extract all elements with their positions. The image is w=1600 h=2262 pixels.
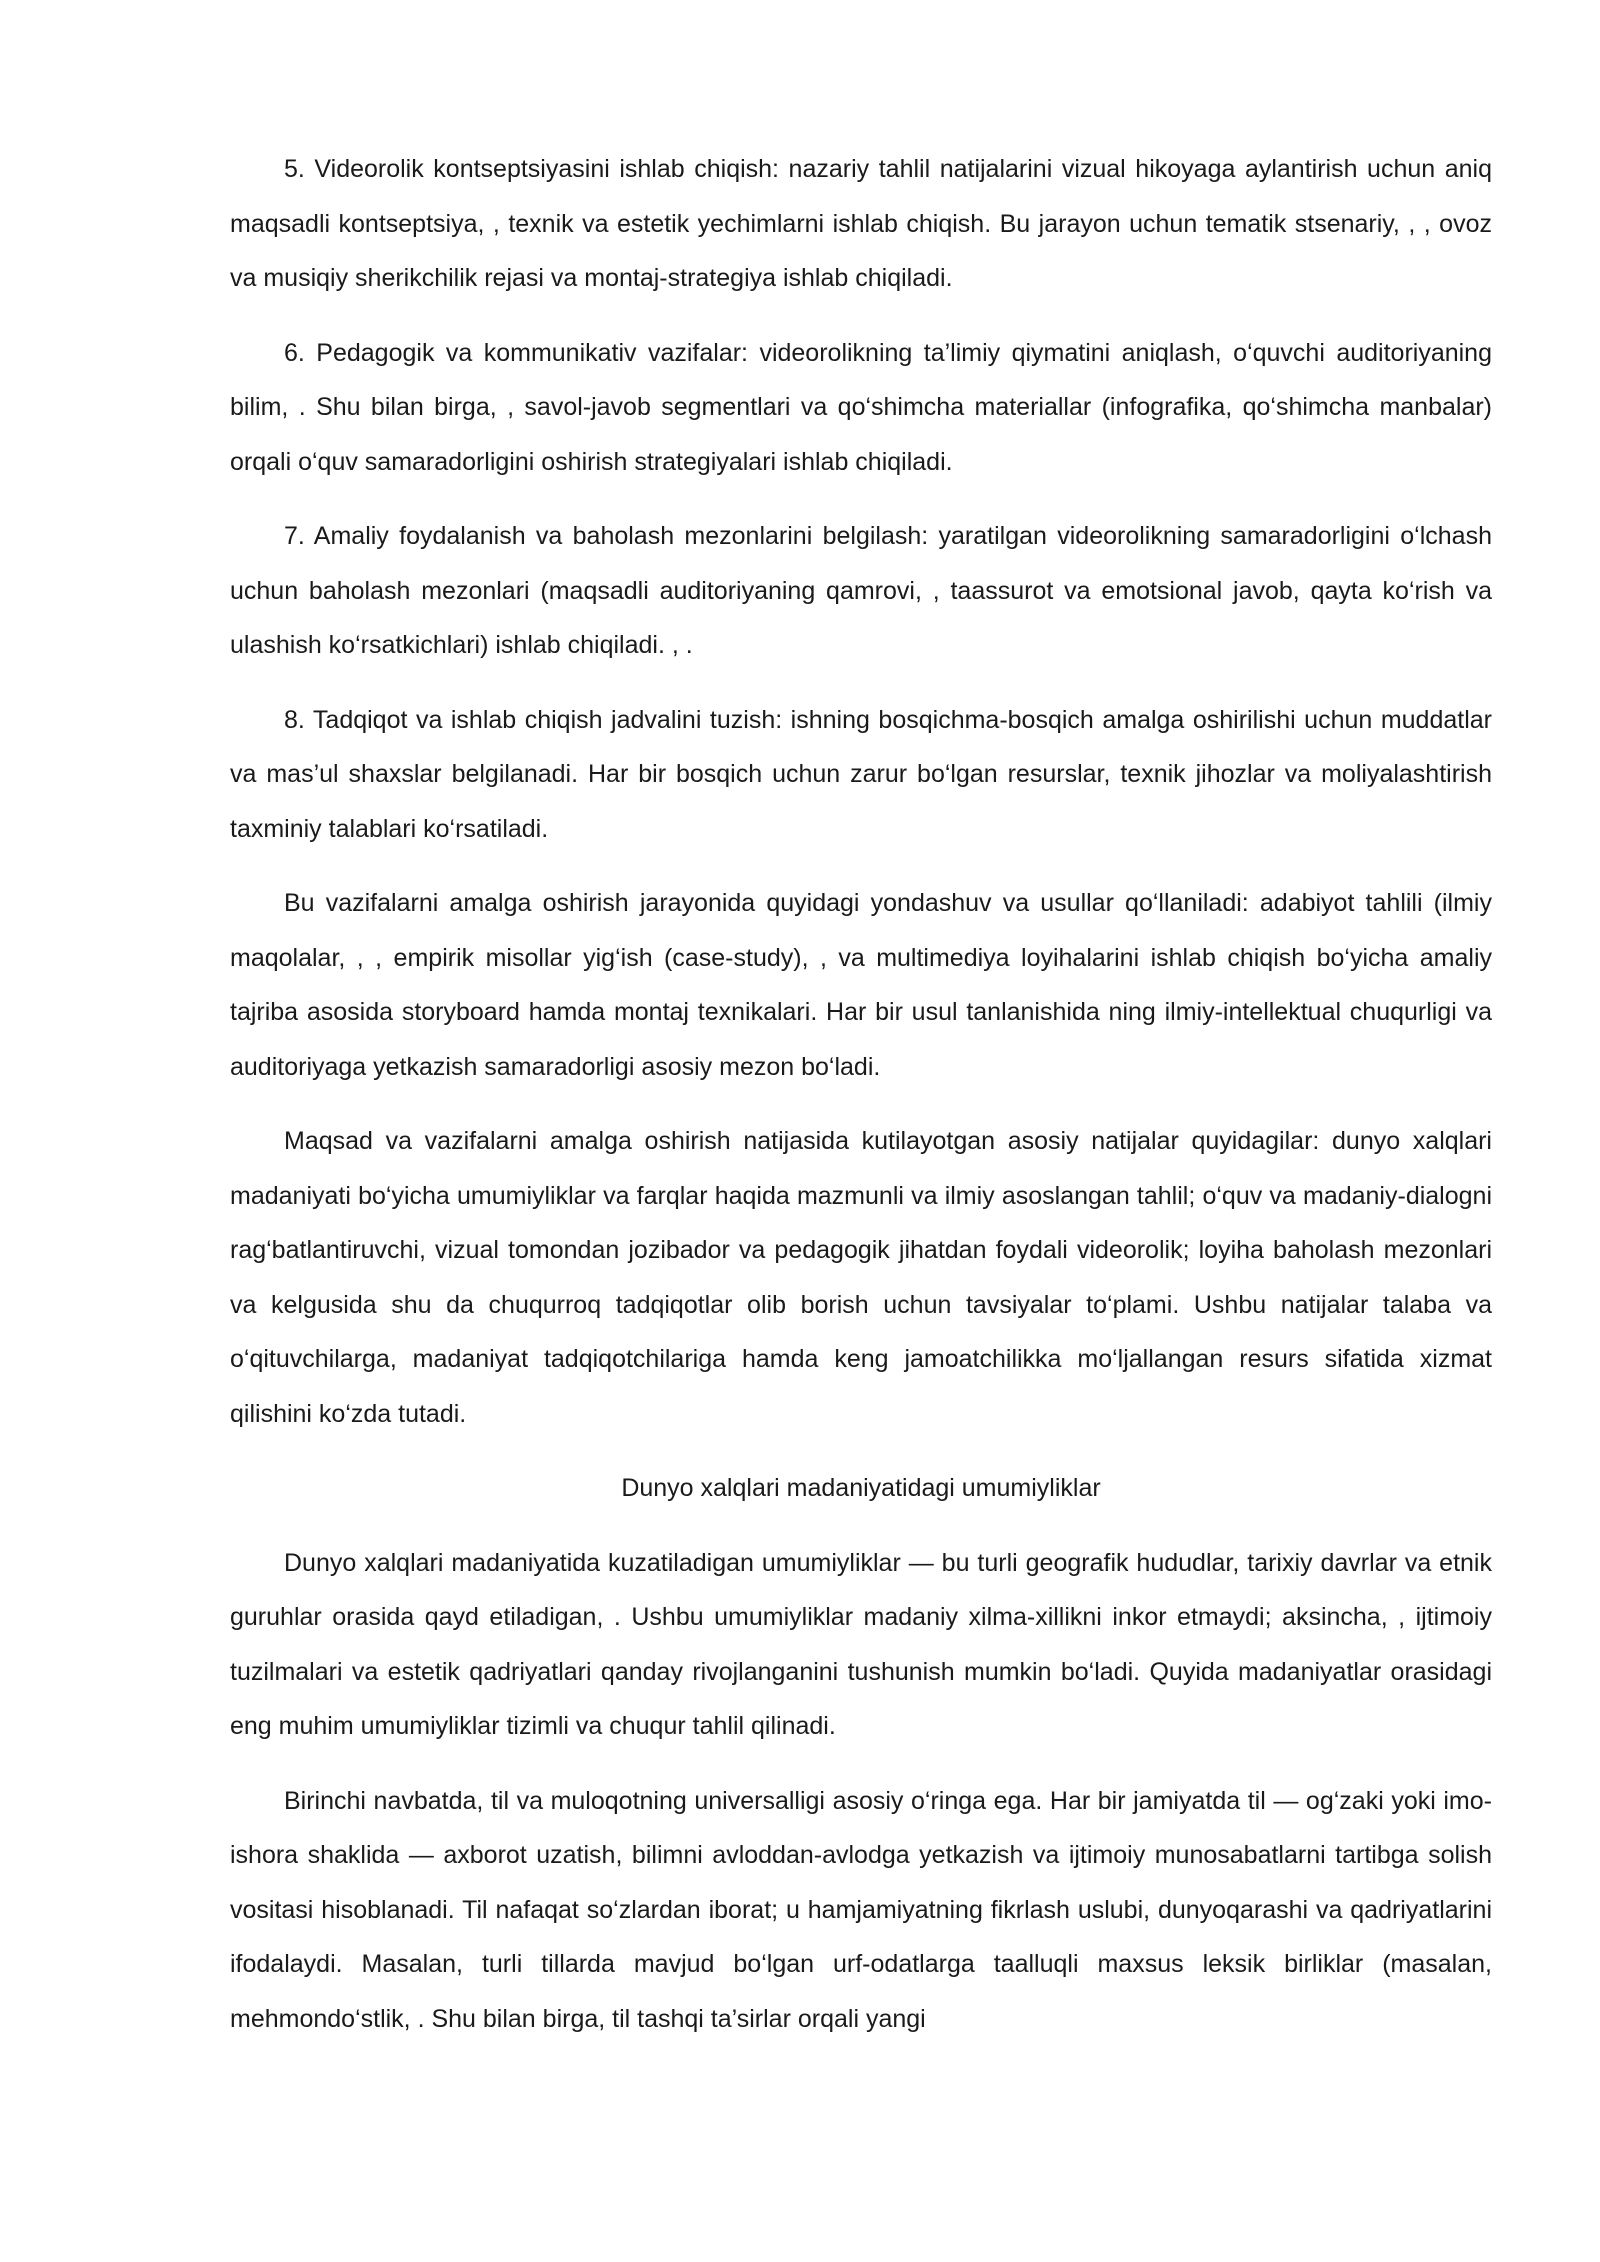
document-page [230,142,1492,2066]
section-paragraph-language: Birinchi navbatda, til va muloqotning universalligi asosiy o‘ringa ega. Har bir jamiyatda til — og‘zaki yoki imo-ishora shaklida — axborot uzatish, bilimni avloddan-avlodga yetkazish va ijtimoiy munosabatlarni tartibga solish vositasi hisoblanadi. Til nafaqat so‘zlardan iborat; u hamjamiyatning fikrlash uslubi, dunyoqarashi va qadriyatlarini ifodalaydi. Masalan, turli tillarda mavjud bo‘lgan urf-odatlarga taalluqli maxsus leksik birliklar (masalan, mehmondo‘stlik, . Shu bilan birga, til tashqi ta’sirlar orqali yangi [230,1786,1492,2033]
paragraph-item-5: 5. Videorolik kontseptsiyasini ishlab chiqish: nazariy tahlil natijalarini vizual hikoyaga aylantirish uchun aniq maqsadli kontseptsiya, , texnik va estetik yechimlarni ishlab chiqish. Bu jarayon uchun tematik stsenariy, , , ovoz va musiqiy sherikchilik rejasi va montaj-strategiya ishlab chiqiladi. [230,155,1492,292]
section-paragraph-intro: Dunyo xalqlari madaniyatida kuzatiladigan umumiyliklar — bu turli geografik hududlar, tarixiy davrlar va etnik guruhlar orasida qayd etiladigan, . Ushbu umumiyliklar madaniy xilma-xillikni inkor etmaydi; aksincha, , ijtimoiy tuzilmalari va estetik qadriyatlari qanday rivojlanganini tushunish mumkin bo‘ladi. Quyida madaniyatlar orasidagi eng muhim umumiyliklar tizimli va chuqur tahlil qilinadi. [230,1548,1492,1740]
paragraph-expected-results: Maqsad va vazifalarni amalga oshirish natijasida kutilayotgan asosiy natijalar quyidagilar: dunyo xalqlari madaniyati bo‘yicha umumiyliklar va farqlar haqida mazmunli va ilmiy asoslangan tahlil; o‘quv va madaniy-dialogni rag‘batlantiruvchi, vizual tomondan jozibador va pedagogik jihatdan foydali videorolik; loyiha baholash mezonlari va kelgusida shu da chuqurroq tadqiqotlar olib borish uchun tavsiyalar to‘plami. Ushbu natijalar talaba va o‘qituvchilarga, madaniyat tadqiqotchilariga hamda keng jamoatchilikka mo‘ljallangan resurs sifatida xizmat qilishini ko‘zda tutadi. [230,1127,1492,1428]
paragraph-item-8: 8. Tadqiqot va ishlab chiqish jadvalini tuzish: ishning bosqichma-bosqich amalga oshirilishi uchun muddatlar va mas’ul shaxslar belgilanadi. Har bir bosqich uchun zarur bo‘lgan resurslar, texnik jihozlar va moliyalashtirish taxminiy talablari ko‘rsatiladi. [230,705,1492,843]
paragraph-item-6: 6. Pedagogik va kommunikativ vazifalar: videorolikning ta’limiy qiymatini aniqlash, o‘quvchi auditoriyaning bilim, . Shu bilan birga, , savol-javob segmentlari va qo‘shimcha materiallar (infografika, qo‘shimcha manbalar) orqali o‘quv samaradorligini oshirish strategiyalari ishlab chiqiladi. [230,338,1492,476]
paragraph-item-7: 7. Amaliy foydalanish va baholash mezonlarini belgilash: yaratilgan videorolikning samaradorligini o‘lchash uchun baholash mezonlari (maqsadli auditoriyaning qamrovi, , taassurot va emotsional javob, qayta ko‘rish va ulashish ko‘rsatkichlari) ishlab chiqiladi. , . [230,522,1492,659]
paragraph-methods: Bu vazifalarni amalga oshirish jarayonida quyidagi yondashuv va usullar qo‘llaniladi: adabiyot tahlili (ilmiy maqolalar, , , empirik misollar yig‘ish (case-study), , va multimediya loyihalarini ishlab chiqish bo‘yicha amaliy tajriba asosida storyboard hamda montaj texnikalari. Har bir usul tanlanishida ning ilmiy-intellektual chuqurligi va auditoriyaga yetkazish samaradorligi asosiy mezon bo‘ladi. [230,889,1492,1081]
section-heading: Dunyo xalqlari madaniyatidagi umumiyliklar [621,1474,1101,1502]
